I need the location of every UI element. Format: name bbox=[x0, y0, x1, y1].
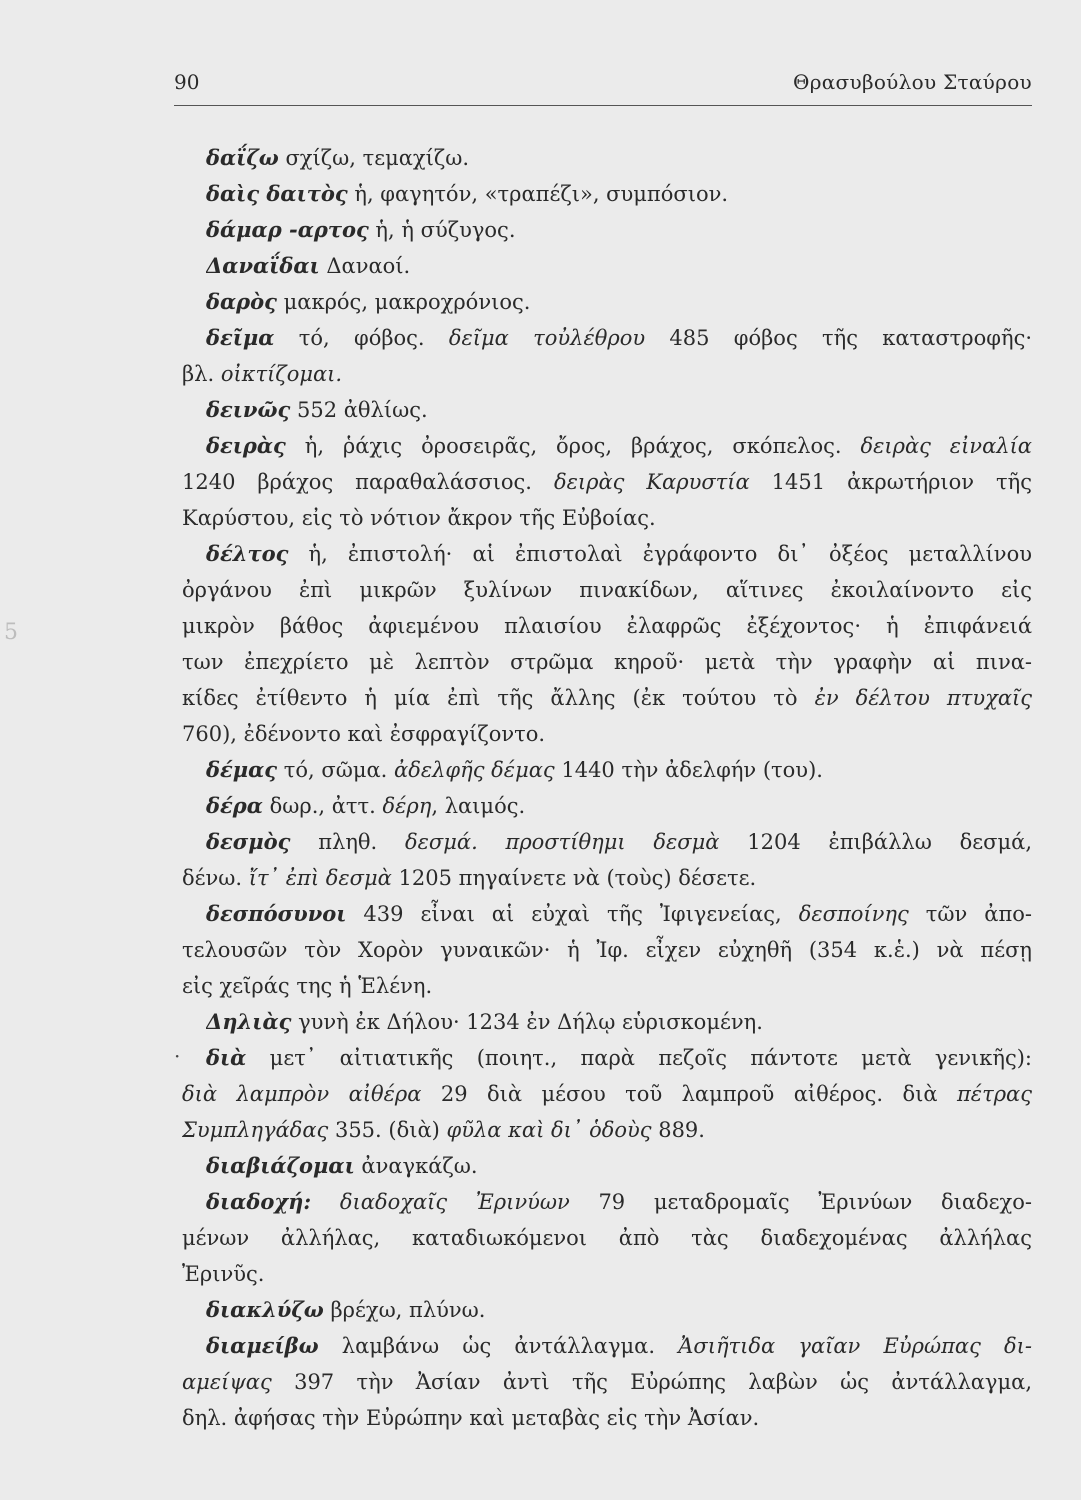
definition: ἡ, ῥάχις ὀροσειρᾶς, ὄρος, βράχος, σκόπελος. bbox=[285, 434, 861, 458]
definition: 29 διὰ μέσου τοῦ λαμπροῦ αἰθέρος. διὰ bbox=[421, 1082, 957, 1106]
headword: δειρὰς bbox=[206, 433, 286, 458]
headword: δέρα bbox=[206, 793, 263, 818]
entry-line bbox=[182, 464, 1032, 500]
definition: μακρός, μακροχρόνιος. bbox=[276, 290, 531, 314]
page-number: 90 bbox=[174, 70, 200, 94]
entry-line bbox=[206, 536, 1032, 572]
entry-line bbox=[206, 392, 1032, 428]
quotation: αμείψας bbox=[182, 1370, 272, 1394]
definition: μετ᾽ αἰτιατικῆς (ποιητ., παρὰ πεζοῖς πάντοτε μετὰ γενικῆς): bbox=[246, 1046, 1032, 1070]
quotation: πέτρας bbox=[957, 1082, 1032, 1106]
definition: των ἐπεχρίετο μὲ λεπτὸν στρῶμα κηροῦ· μετὰ τὴν γραφὴν αἱ πινα- bbox=[182, 650, 1032, 674]
quotation: διαδοχαῖς Ἐρινύων bbox=[311, 1190, 570, 1214]
definition: , λαιμός. bbox=[431, 794, 526, 818]
entry-line bbox=[206, 1328, 1032, 1364]
definition: 760), ἐδένοντο καὶ ἐσφραγίζοντο. bbox=[182, 722, 546, 746]
definition: 397 τὴν Ἀσίαν ἀντὶ τῆς Εὐρώπης λαβὼν ὡς ἀντάλλαγμα, bbox=[271, 1370, 1032, 1394]
definition: ἡ, φαγητόν, «τραπέζι», συμπόσιον. bbox=[347, 182, 729, 206]
headword: δέμας bbox=[206, 757, 278, 782]
definition: δηλ. ἀφήσας τὴν Εὐρώπην καὶ μεταβὰς εἰς τὴν Ἀσίαν. bbox=[182, 1406, 760, 1430]
margin-stray-mark: 5 bbox=[4, 620, 18, 645]
entry-line bbox=[206, 320, 1032, 356]
cross-ref: οἰκτίζομαι. bbox=[220, 362, 343, 386]
entry-line bbox=[206, 896, 1032, 932]
definition: δωρ., ἀττ. bbox=[262, 794, 383, 818]
entry-line bbox=[206, 1292, 1032, 1328]
entry-line bbox=[182, 1256, 1032, 1292]
entry-line bbox=[206, 176, 1032, 212]
definition: λαμβάνω ὡς ἀντάλλαγμα. bbox=[318, 1334, 679, 1358]
definition: 439 εἶναι αἱ εὐχαὶ τῆς Ἰφιγενείας, bbox=[346, 902, 799, 926]
headword: διὰ bbox=[206, 1045, 247, 1070]
entry-line bbox=[206, 140, 1032, 176]
quotation: δέρη bbox=[382, 794, 432, 818]
headword: διαβιάζομαι bbox=[206, 1153, 355, 1178]
entry-line bbox=[206, 788, 1032, 824]
headword: δεσπόσυνοι bbox=[206, 901, 347, 926]
headword: διαδοχή: bbox=[206, 1189, 312, 1214]
definition: Δαναοί. bbox=[319, 254, 411, 278]
entry-line bbox=[206, 1040, 1032, 1076]
entry-line bbox=[206, 824, 1032, 860]
definition: ὀργάνου ἐπὶ μικρῶν ξυλίνων πινακίδων, αἵτινες ἐκοιλαίνοντο εἰς bbox=[182, 578, 1032, 602]
entry-line bbox=[182, 932, 1032, 968]
definition: 889. bbox=[651, 1118, 705, 1142]
definition: 552 ἀθλίως. bbox=[290, 398, 428, 422]
entry-line bbox=[182, 968, 1032, 1004]
entry-line bbox=[182, 608, 1032, 644]
entry-line bbox=[182, 1076, 1032, 1112]
entry-line bbox=[182, 644, 1032, 680]
headword: Δαναΐδαι bbox=[206, 253, 320, 278]
definition: 1240 βράχος παραθαλάσσιος. bbox=[182, 470, 554, 494]
quotation: Ἀσιῆτιδα γαῖαν Εὐρώπας δι- bbox=[678, 1334, 1032, 1358]
definition: 1440 τὴν ἀδελφήν (του). bbox=[554, 758, 823, 782]
entry-line bbox=[182, 500, 1032, 536]
definition: εἰς χεῖράς της ἡ Ἑλένη. bbox=[182, 974, 433, 998]
quotation: δεσμά. προστίθημι δεσμὰ bbox=[405, 830, 720, 854]
definition: σχίζω, τεμαχίζω. bbox=[278, 146, 470, 170]
definition: τό, σῶμα. bbox=[277, 758, 395, 782]
entry-line bbox=[206, 752, 1032, 788]
entry-line bbox=[206, 1004, 1032, 1040]
quotation: δειρὰς εἰναλία bbox=[860, 434, 1032, 458]
entry-line bbox=[182, 356, 1032, 392]
definition: Καρύστου, εἰς τὸ νότιον ἄκρον τῆς Εὐβοίας. bbox=[182, 506, 656, 530]
definition: τῶν ἀπο- bbox=[908, 902, 1032, 926]
definition: 485 φόβος τῆς καταστροφῆς· bbox=[645, 326, 1032, 350]
headword: διαμείβω bbox=[206, 1333, 319, 1358]
headword: δεσμὸς bbox=[206, 829, 291, 854]
definition: 1204 ἐπιβάλλω δεσμά, bbox=[719, 830, 1032, 854]
entry-line bbox=[182, 1400, 1032, 1436]
entry-line bbox=[182, 1364, 1032, 1400]
entry-line bbox=[182, 716, 1032, 752]
definition: μένων ἀλλήλας, καταδιωκόμενοι ἀπὸ τὰς διαδεχομένας ἀλλήλας bbox=[182, 1226, 1032, 1250]
definition: βρέχω, πλύνω. bbox=[323, 1298, 486, 1322]
cross-ref-label: βλ. bbox=[182, 362, 221, 386]
definition: πληθ. bbox=[290, 830, 405, 854]
entry-line bbox=[182, 572, 1032, 608]
entry-line bbox=[206, 1148, 1032, 1184]
definition: 1451 ἀκρωτήριον τῆς bbox=[749, 470, 1032, 494]
definition: τό, φόβος. bbox=[274, 326, 449, 350]
entry-line bbox=[182, 1220, 1032, 1256]
headword: δέλτος bbox=[206, 541, 289, 566]
headword: διακλύζω bbox=[206, 1297, 324, 1322]
entry-line bbox=[206, 284, 1032, 320]
definition: ἡ, ἐπιστολή· αἱ ἐπιστολαὶ ἐγράφοντο δι᾽ ὀξέος μεταλλίνου bbox=[288, 542, 1032, 566]
definition: ἡ, ἡ σύζυγος. bbox=[368, 218, 516, 242]
margin-bullet: · bbox=[174, 1044, 181, 1068]
definition: 79 μεταδρομαῖς Ἐρινύων διαδεχο- bbox=[569, 1190, 1032, 1214]
entry-line bbox=[206, 428, 1032, 464]
quotation: Συμπληγάδας bbox=[182, 1118, 329, 1142]
headword: Δηλιὰς bbox=[206, 1009, 292, 1034]
quotation: δειρὰς Καρυστία bbox=[553, 470, 750, 494]
headword: δαὶς δαιτὸς bbox=[206, 181, 348, 206]
quotation: ἀδελφῆς δέμας bbox=[394, 758, 555, 782]
headword: δάμαρ -αρτος bbox=[206, 217, 369, 242]
entry-line bbox=[206, 212, 1032, 248]
definition: τελουσῶν τὸν Χορὸν γυναικῶν· ἡ Ἰφ. εἶχεν εὐχηθῆ (354 κ.ἑ.) νὰ πέσῃ bbox=[182, 938, 1032, 962]
quotation: ἴτ᾽ ἐπὶ δεσμὰ bbox=[248, 866, 392, 890]
definition: 1205 πηγαίνετε νὰ (τοὺς) δέσετε. bbox=[391, 866, 757, 890]
entry-line bbox=[182, 860, 1032, 896]
definition: γυνὴ ἐκ Δήλου· 1234 ἐν Δήλῳ εὑρισκομένη. bbox=[291, 1010, 763, 1034]
definition: 355. (διὰ) bbox=[328, 1118, 447, 1142]
definition: μικρὸν βάθος ἀφιεμένου πλαισίου ἐλαφρῶς ἐξέχοντος· ἡ ἐπιφάνειά bbox=[182, 614, 1032, 638]
headword: δεῖμα bbox=[206, 325, 275, 350]
definition: κίδες ἐτίθεντο ἡ μία ἐπὶ τῆς ἄλλης (ἐκ τούτου τὸ bbox=[182, 686, 815, 710]
quotation: ἐν δέλτου πτυχαῖς bbox=[814, 686, 1032, 710]
running-head: Θρασυβούλου Σταύρου bbox=[793, 70, 1032, 94]
entry-line bbox=[182, 680, 1032, 716]
definition: δένω. bbox=[182, 866, 249, 890]
headword: δαΐζω bbox=[206, 145, 279, 170]
definition: Ἐρινῦς. bbox=[182, 1262, 265, 1286]
quotation: φῦλα καὶ δι᾽ ὁδοὺς bbox=[446, 1118, 652, 1142]
entry-line bbox=[182, 1112, 1032, 1148]
quotation: δεῖμα τοὐλέθρου bbox=[448, 326, 646, 350]
headword: δαρὸς bbox=[206, 289, 277, 314]
quotation: διὰ λαμπρὸν αἰθέρα bbox=[182, 1082, 422, 1106]
headword: δεινῶς bbox=[206, 397, 291, 422]
quotation: δεσποίνης bbox=[798, 902, 909, 926]
entry-line bbox=[206, 1184, 1032, 1220]
entry-line bbox=[206, 248, 1032, 284]
definition: ἀναγκάζω. bbox=[354, 1154, 478, 1178]
